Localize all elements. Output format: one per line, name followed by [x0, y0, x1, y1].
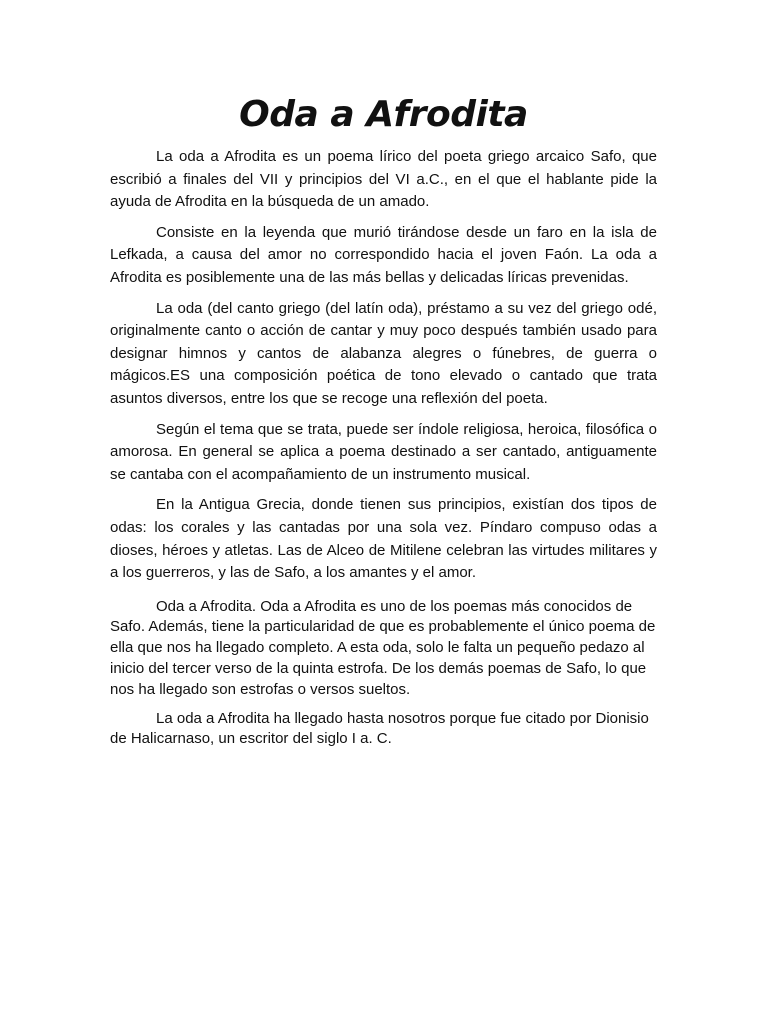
paragraph-ancient-greece: En la Antigua Grecia, donde tienen sus principios, existían dos tipos de odas: los corales y las cantadas por una sola vez. Píndaro compuso odas a dioses, héroes y atletas. Las de Alceo de Mitilene celebran las virtudes militares y a los guerreros, y las de Safo, a los amantes y el amor. — [110, 496, 657, 582]
document-page — [110, 90, 657, 758]
paragraph-definition: La oda (del canto griego (del latín oda), préstamo a su vez del griego odé, originalmente canto o acción de cantar y muy poco después también usado para designar himnos y cantos de alabanza alegres o fúnebres, de guerra o mágicos.ES una composición poética de tono elevado o cantado que trata asuntos diversos, entre los que se recoge una reflexión del poeta. — [110, 299, 657, 407]
paragraph-legend: Consiste en la leyenda que murió tirándose desde un faro en la isla de Lefkada, a causa del amor no correspondido hacia el joven Faón. La oda a Afrodita es posiblemente una de las más bellas y delicadas líricas prevenidas. — [110, 223, 657, 286]
paragraph-transmission: La oda a Afrodita ha llegado hasta nosotros porque fue citado por Dionisio de Halicarnaso, un escritor del siglo I a. C. — [110, 709, 649, 748]
paragraph-sappho-ode: Oda a Afrodita. Oda a Afrodita es uno de los poemas más conocidos de Safo. Además, tiene la particularidad de que es probablemente el único poema de ella que nos ha llegado completo. A esta oda, solo le falta un pequeño pedazo al inicio del tercer verso de la quinta estrofa. De los demás poemas de Safo, lo que nos ha llegado son estrofas o versos sueltos. — [110, 597, 656, 698]
document-title: Oda a Afrodita — [239, 94, 528, 135]
paragraph-intro: La oda a Afrodita es un poema lírico del poeta griego arcaico Safo, que escribió a finales del VII y principios del VI a.C., en el que el hablante pide la ayuda de Afrodita en la búsqueda de un amado. — [110, 148, 657, 211]
paragraph-themes: Según el tema que se trata, puede ser índole religiosa, heroica, filosófica o amorosa. En general se aplica a poema destinado a ser cantado, antiguamente se cantaba con el acompañamiento de un instrumento musical. — [110, 420, 657, 483]
